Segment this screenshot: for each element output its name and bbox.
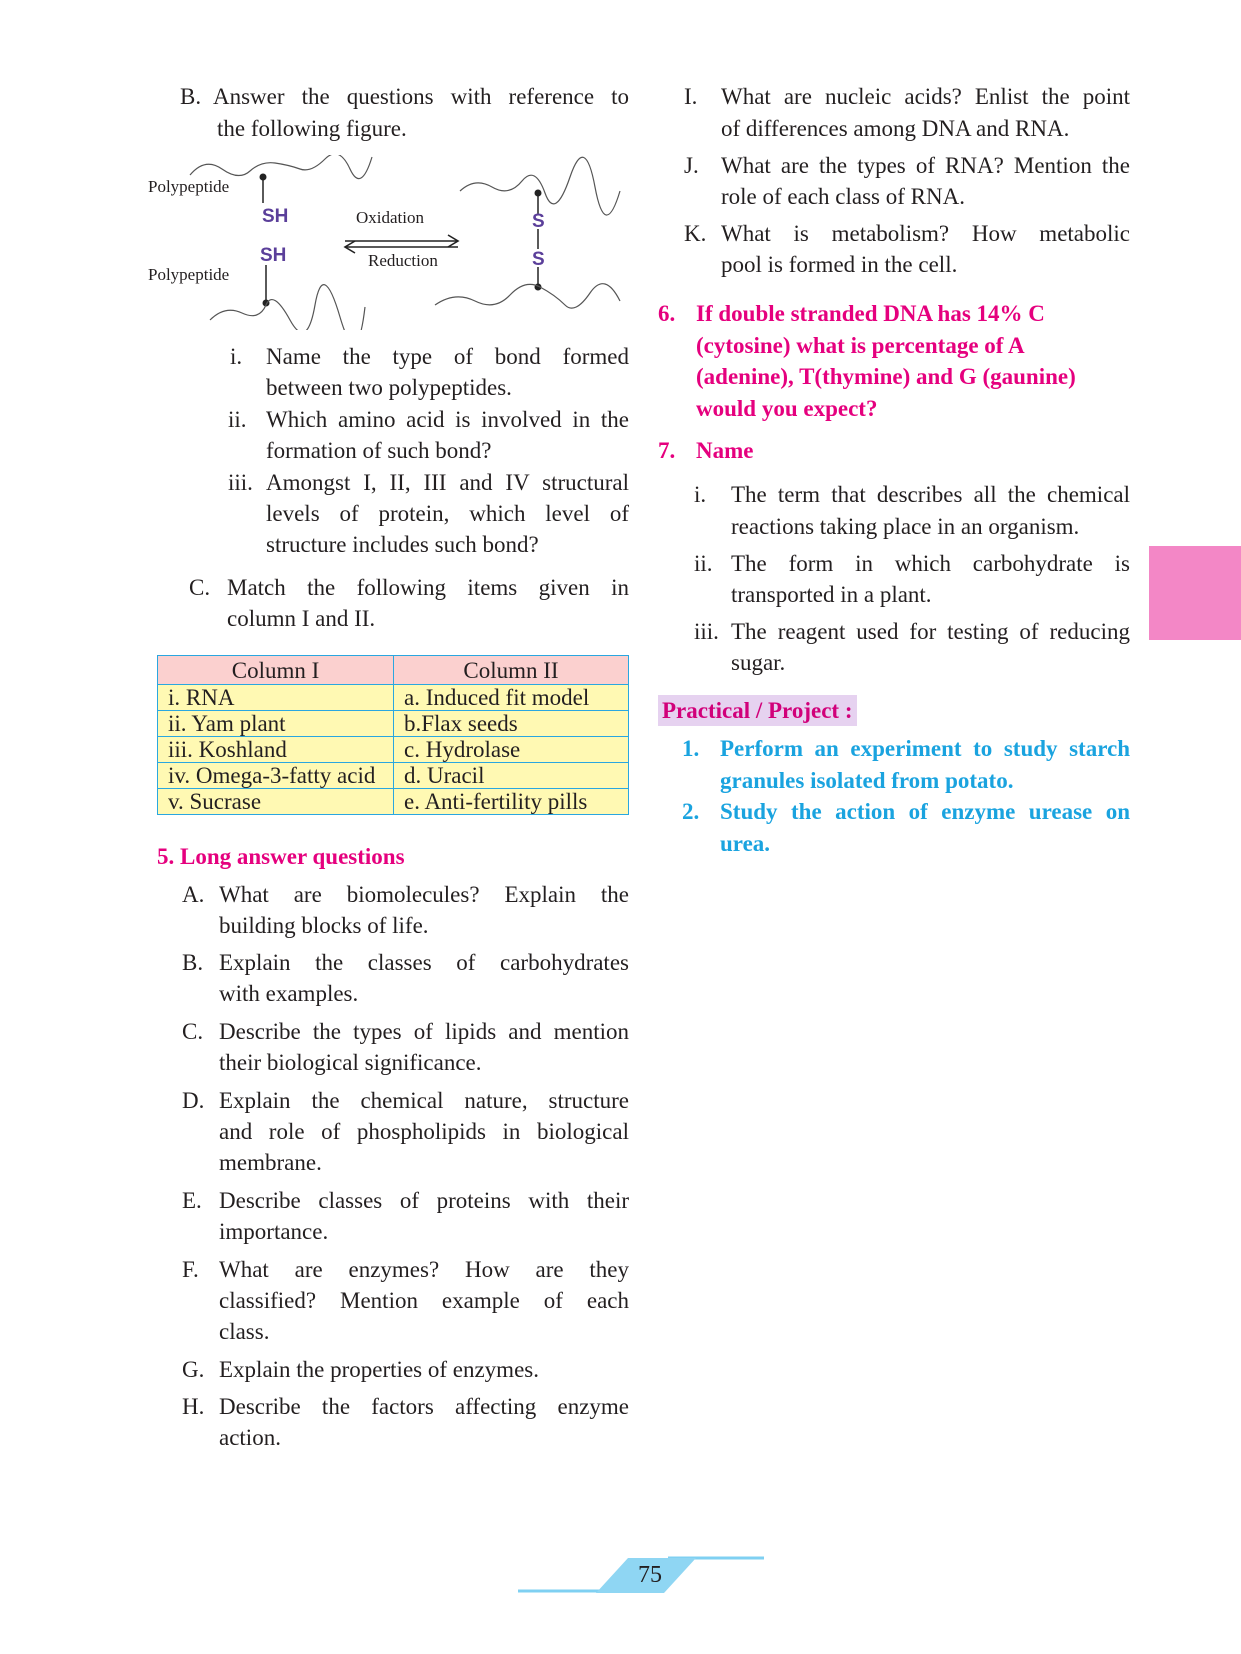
- section-c-line1: Match the following items given in: [227, 575, 629, 600]
- q5-c-label: C.: [182, 1019, 204, 1044]
- practical-heading: Practical / Project :: [658, 695, 857, 726]
- section-c-line2: column I and II.: [227, 606, 376, 631]
- q5-h-label: H.: [182, 1394, 205, 1419]
- q5-d-label: D.: [182, 1088, 205, 1113]
- sh-group-bottom: SH: [260, 245, 287, 266]
- q-b-ii-line1: Which amino acid is involved in the: [266, 407, 629, 432]
- q7-i-line2: reactions taking place in an organism.: [731, 514, 1080, 539]
- table-cell: a. Induced fit model: [394, 685, 629, 711]
- q5-k-line1: What is metabolism? How metabolic: [721, 221, 1130, 246]
- q5-a-label: A.: [182, 882, 205, 907]
- q7-ii-line2: transported in a plant.: [731, 582, 932, 607]
- q5-c-line1: Describe the types of lipids and mention: [219, 1019, 629, 1044]
- table-cell: d. Uracil: [394, 763, 629, 789]
- q5-f-line1: What are enzymes? How are they: [219, 1257, 629, 1282]
- practical-2-line1: Study the action of enzyme urease on: [720, 799, 1130, 824]
- section-6-line1: If double stranded DNA has 14% C: [696, 301, 1045, 326]
- table-cell: v. Sucrase: [158, 789, 394, 815]
- table-cell: e. Anti-fertility pills: [394, 789, 629, 815]
- q5-b-line2: with examples.: [219, 981, 359, 1006]
- table-cell: c. Hydrolase: [394, 737, 629, 763]
- q5-g-line1: Explain the properties of enzymes.: [219, 1357, 539, 1382]
- q-b-i-num: i.: [230, 344, 243, 369]
- q5-d-line3: membrane.: [219, 1150, 322, 1175]
- q5-e-line2: importance.: [219, 1219, 329, 1244]
- page-number-ribbon: [518, 1555, 768, 1595]
- table-row: [158, 789, 629, 815]
- table-row: [158, 685, 629, 711]
- q-b-i-line2: between two polypeptides.: [266, 375, 512, 400]
- q5-c-line2: their biological significance.: [219, 1050, 482, 1075]
- section-6-line2: (cytosine) what is percentage of A: [696, 333, 1025, 358]
- q7-i-line1: The term that describes all the chemical: [731, 482, 1130, 507]
- q5-h-line1: Describe the factors affecting enzyme: [219, 1394, 629, 1419]
- q7-ii-line1: The form in which carbohydrate is: [731, 551, 1130, 576]
- q5-a-line2: building blocks of life.: [219, 913, 429, 938]
- disulfide-figure: [150, 155, 640, 330]
- q5-f-line2: classified? Mention example of each: [219, 1288, 629, 1313]
- q7-iii-num: iii.: [694, 619, 719, 644]
- section-7-heading: Name: [696, 438, 754, 463]
- section-b-line1: Answer the questions with reference to: [213, 84, 629, 109]
- practical-1-line2: granules isolated from potato.: [720, 768, 1014, 793]
- q-b-iii-line2: levels of protein, which level of: [266, 501, 629, 526]
- practical-1-num: 1.: [682, 736, 700, 761]
- oxidation-label: Oxidation: [356, 208, 424, 227]
- section-5-heading: 5. Long answer questions: [157, 844, 405, 869]
- q5-k-line2: pool is formed in the cell.: [721, 252, 958, 277]
- polypeptide-top-label: Polypeptide: [148, 177, 230, 196]
- chapter-side-tab: [1149, 546, 1241, 640]
- column-1-header: Column I: [158, 656, 394, 685]
- q5-k-label: K.: [684, 221, 707, 246]
- q5-h-line2: action.: [219, 1425, 281, 1450]
- section-6-line3: (adenine), T(thymine) and G (gaunine): [696, 364, 1076, 389]
- q5-a-line1: What are biomolecules? Explain the: [219, 882, 629, 907]
- section-6-line4: would you expect?: [696, 396, 878, 421]
- q7-iii-line2: sugar.: [731, 650, 786, 675]
- q5-i-line1: What are nucleic acids? Enlist the point: [721, 84, 1130, 109]
- q5-j-line1: What are the types of RNA? Mention the: [721, 153, 1130, 178]
- q5-b-label: B.: [182, 950, 204, 975]
- sh-group-top: SH: [262, 206, 289, 227]
- practical-2-line2: urea.: [720, 831, 771, 856]
- q5-i-label: I.: [684, 84, 698, 109]
- q7-iii-line1: The reagent used for testing of reducing: [731, 619, 1130, 644]
- page-number: 75: [638, 1562, 662, 1588]
- practical-2-num: 2.: [682, 799, 700, 824]
- table-cell: i. RNA: [158, 685, 394, 711]
- table-cell: b.Flax seeds: [394, 711, 629, 737]
- practical-1-line1: Perform an experiment to study starch: [720, 736, 1130, 761]
- q5-f-line3: class.: [219, 1319, 270, 1344]
- match-table-header: [158, 656, 629, 685]
- q5-d-line2: and role of phospholipids in biological: [219, 1119, 629, 1144]
- q5-g-label: G.: [182, 1357, 205, 1382]
- table-row: [158, 763, 629, 789]
- section-7-num: 7.: [658, 438, 676, 463]
- reduction-label: Reduction: [368, 251, 438, 270]
- table-cell: iv. Omega-3-fatty acid: [158, 763, 394, 789]
- q7-i-num: i.: [694, 482, 707, 507]
- q5-d-line1: Explain the chemical nature, structure: [219, 1088, 629, 1113]
- q-b-i-line1: Name the type of bond formed: [266, 344, 629, 369]
- match-table: [157, 655, 629, 815]
- q5-j-line2: role of each class of RNA.: [721, 184, 965, 209]
- table-cell: iii. Koshland: [158, 737, 394, 763]
- section-b-label: B.: [180, 84, 202, 109]
- q5-b-line1: Explain the classes of carbohydrates: [219, 950, 629, 975]
- q5-e-label: E.: [182, 1188, 202, 1213]
- q-b-iii-line3: structure includes such bond?: [266, 532, 539, 557]
- polypeptide-bottom-label: Polypeptide: [148, 265, 230, 284]
- q5-j-label: J.: [684, 153, 699, 178]
- table-row: [158, 737, 629, 763]
- sulfur-bottom: S: [532, 249, 545, 270]
- column-2-header: Column II: [394, 656, 629, 685]
- sulfur-top: S: [532, 211, 545, 232]
- q-b-ii-line2: formation of such bond?: [266, 438, 492, 463]
- q5-f-label: F.: [182, 1257, 199, 1282]
- q-b-iii-num: iii.: [228, 470, 253, 495]
- section-b-line2: the following figure.: [217, 116, 407, 141]
- q7-ii-num: ii.: [694, 551, 713, 576]
- table-row: [158, 711, 629, 737]
- table-cell: ii. Yam plant: [158, 711, 394, 737]
- section-6-num: 6.: [658, 301, 676, 326]
- q5-i-line2: of differences among DNA and RNA.: [721, 116, 1070, 141]
- section-c-label: C.: [189, 575, 211, 600]
- q-b-iii-line1: Amongst I, II, III and IV structural: [266, 470, 629, 495]
- q-b-ii-num: ii.: [228, 407, 247, 432]
- q5-e-line1: Describe classes of proteins with their: [219, 1188, 629, 1213]
